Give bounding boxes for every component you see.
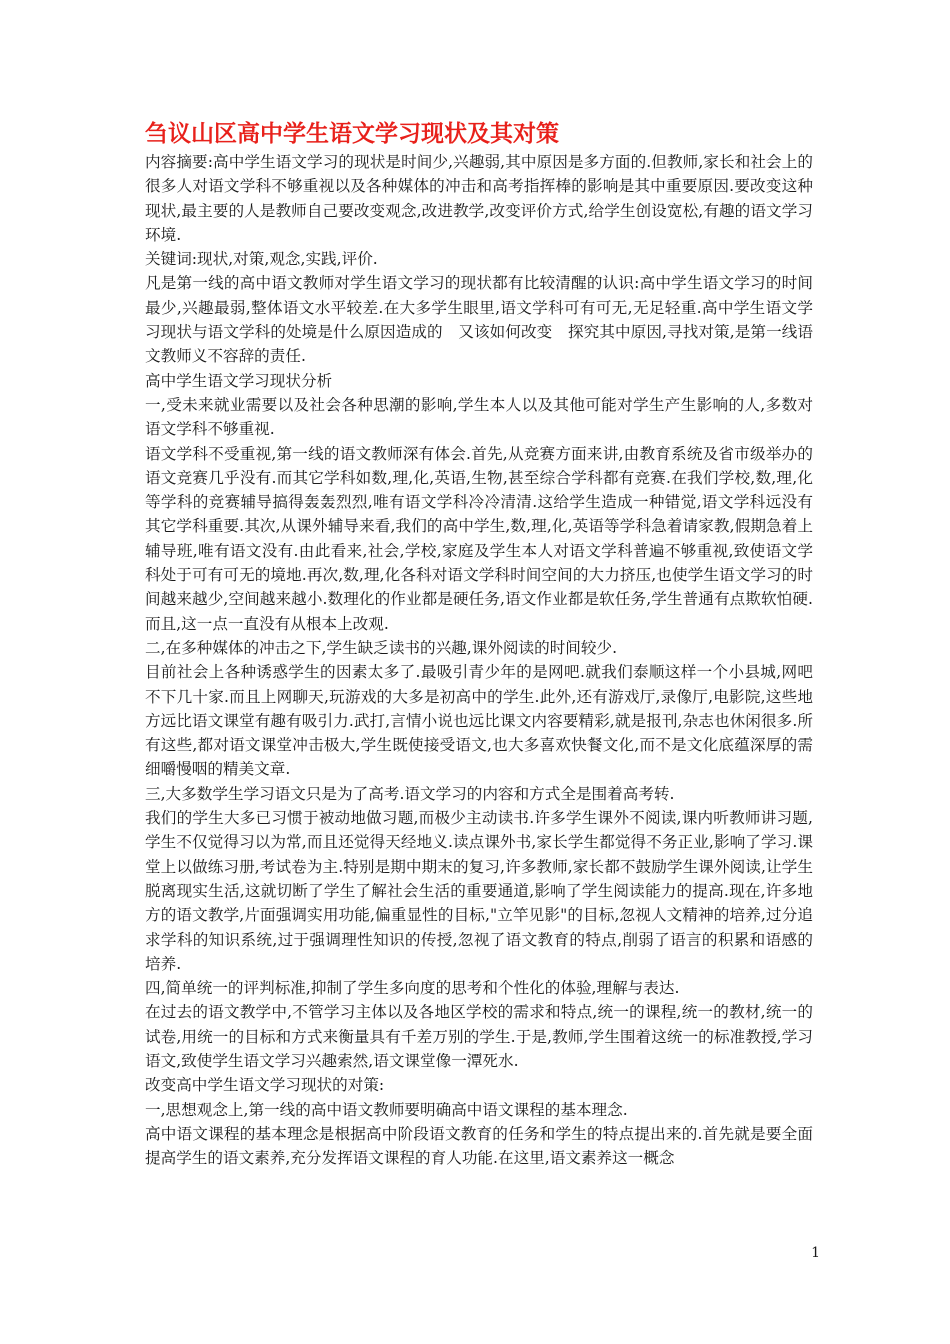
page-number: 1 xyxy=(811,1245,820,1261)
point-heading: 三,大多数学生学习语文只是为了高考.语文学习的内容和方式全是围着高考转. xyxy=(145,784,675,803)
section-heading: 高中学生语文学习现状分析 xyxy=(145,371,333,390)
point-heading: 二,在多种媒体的冲击之下,学生缺乏读书的兴趣,课外阅读的时间较少. xyxy=(145,638,618,657)
intro-paragraph: 凡是第一线的高中语文教师对学生语文学习的现状都有比较清醒的认识:高中学生语文学习的时间最少,兴趣最弱,整体语文水平较差.在大多学生眼里,语文学科可有可无,无足轻重.高中学生语文学习现状与语文学科的处境是什么原因造成的 又该如何改变 探究其中原因,寻找对策,是第一线语文教师义不容辞的责任. xyxy=(145,274,813,366)
body-paragraph: 语文学科不受重视,第一线的语文教师深有体会.首先,从竞赛方面来讲,由教育系统及省市级举办的语文竞赛几乎没有.而其它学科如数,理,化,英语,生物,甚至综合学科都有竞赛.在我们学校,数,理,化等学科的竞赛辅导搞得轰轰烈烈,唯有语文学科冷冷清清.这给学生造成一种错觉,语文学科远没有其它学科重要.其次,从课外辅导来看,我们的高中学生,数,理,化,英语等学科急着请家教,假期急着上辅导班,唯有语文没有.由此看来,社会,学校,家庭及学生本人对语文学科普遍不够重视,致使语文学科处于可有可无的境地.再次,数,理,化各科对语文学科时间空间的大力挤压,也使学生语文学习的时间越来越少,空间越来越小.数理化的作业都是硬任务,语文作业都是软任务,学生普通有点欺软怕硬.而且,这一点一直没有从根本上改观. xyxy=(145,444,813,633)
body-paragraph: 我们的学生大多已习惯于被动地做习题,而极少主动读书.许多学生课外不阅读,课内听教师讲习题,学生不仅觉得习以为常,而且还觉得天经地义.读点课外书,家长学生都觉得不务正业,影响了学习.课堂上以做练习册,考试卷为主.特别是期中期末的复习,许多教师,家长都不鼓励学生课外阅读,让学生脱离现实生活,这就切断了学生了解社会生活的重要通道,影响了学生阅读能力的提高.现在,许多地方的语文教学,片面强调实用功能,偏重显性的目标,"立竿见影"的目标,忽视人文精神的培养,过分追求学科的知识系统,过于强调理性知识的传授,忽视了语文教育的特点,削弱了语言的积累和语感的培养. xyxy=(145,809,813,973)
abstract-paragraph: 内容摘要:高中学生语文学习的现状是时间少,兴趣弱,其中原因是多方面的.但教师,家长和社会上的很多人对语文学科不够重视以及各种媒体的冲击和高考指挥棒的影响是其中重要原因.要改变这种现状,最主要的人是教师自己要改变观念,改进教学,改变评价方式,给学生创设宽松,有趣的语文学习环境. xyxy=(145,153,813,244)
body-paragraph: 目前社会上各种诱惑学生的因素太多了.最吸引青少年的是网吧.就我们泰顺这样一个小县城,网吧不下几十家.而且上网聊天,玩游戏的大多是初高中的学生.此外,还有游戏厅,录像厅,电影院,这些地方远比语文课堂有趣有吸引力.武打,言情小说也远比课文内容要精彩,就是报刊,杂志也休闲很多.所有这些,都对语文课堂冲击极大,学生既使接受语文,也大多喜欢快餐文化,而不是文化底蕴深厚的需细嚼慢咽的精美文章. xyxy=(145,663,813,779)
keywords-paragraph: 关键词:现状,对策,观念,实践,评价. xyxy=(145,250,378,269)
document-body xyxy=(145,150,813,1170)
section-heading: 改变高中学生语文学习现状的对策: xyxy=(145,1076,385,1095)
point-heading: 四,简单统一的评判标准,抑制了学生多向度的思考和个性化的体验,理解与表达. xyxy=(145,979,680,998)
point-heading: 一,思想观念上,第一线的高中语文教师要明确高中语文课程的基本理念. xyxy=(145,1100,628,1119)
body-paragraph: 高中语文课程的基本理念是根据高中阶段语文教育的任务和学生的特点提出来的.首先就是要全面提高学生的语文素养,充分发挥语文课程的育人功能.在这里,语文素养这一概念 xyxy=(145,1124,813,1168)
document-title: 刍议山区高中学生语文学习现状及其对策 xyxy=(145,121,559,147)
body-paragraph: 在过去的语文教学中,不管学习主体以及各地区学校的需求和特点,统一的课程,统一的教材,统一的试卷,用统一的目标和方式来衡量具有千差万别的学生.于是,教师,学生围着这统一的标准教授,学习语文,致使学生语文学习兴趣索然,语文课堂像一潭死水. xyxy=(145,1003,813,1070)
point-heading: 一,受未来就业需要以及社会各种思潮的影响,学生本人以及其他可能对学生产生影响的人,多数对语文学科不够重视. xyxy=(145,395,813,439)
